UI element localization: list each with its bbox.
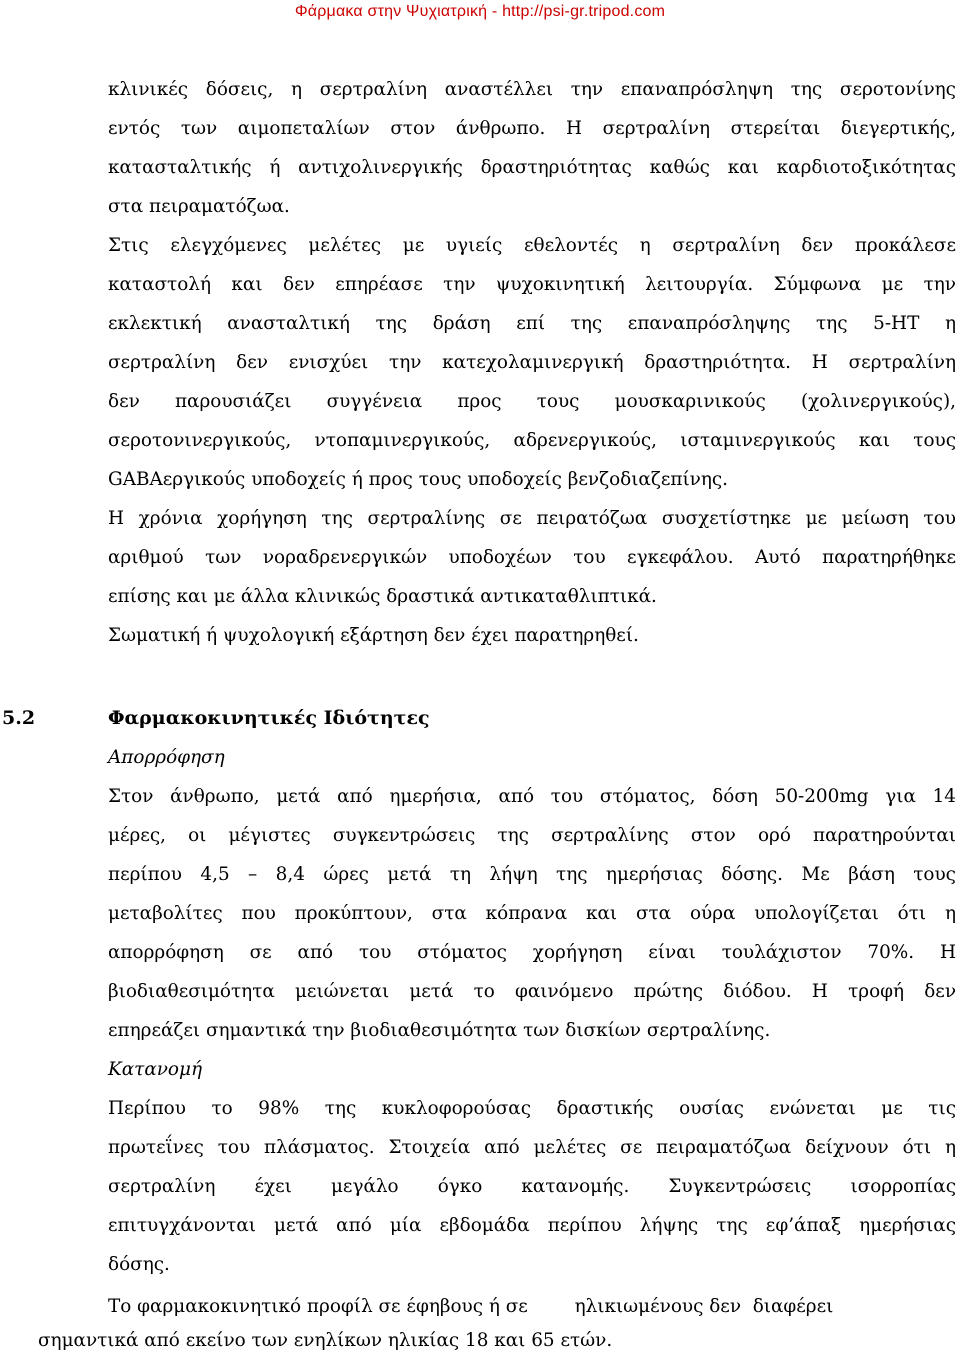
- text-line: Περίπου το 98% της κυκλοφορούσας δραστικής ουσίας ενώνεται με τις: [108, 1098, 956, 1119]
- text-line: επίσης και με άλλα κλινικώς δραστικά αντικαταθλιπτικά.: [108, 586, 657, 607]
- text-line: GABAεργικούς υποδοχείς ή προς τους υποδοχείς βενζοδιαζεπίνης.: [108, 469, 728, 490]
- text-line: αριθμού των νοραδρενεργικών υποδοχέων του εγκεφάλου. Αυτό παρατηρήθηκε: [108, 547, 956, 568]
- body-text-top: [108, 70, 956, 655]
- text-line: κλινικές δόσεις, η σερτραλίνη αναστέλλει την επαναπρόσληψη της σεροτονίνης: [108, 79, 956, 100]
- text-line: κατασταλτικής ή αντιχολινεργικής δραστηριότητας καθώς και καρδιοτοξικότητας: [108, 157, 956, 178]
- page-header: Φάρμακα στην Ψυχιατρική - http://psi-gr.tripod.com: [294, 3, 666, 20]
- text-line: εντός των αιμοπεταλίων στον άνθρωπο. Η σερτραλίνη στερείται διεγερτικής,: [108, 118, 956, 139]
- text-line: δεν παρουσιάζει συγγένεια προς τους μουσκαρινικούς (χολινεργικούς),: [108, 391, 956, 412]
- subheading-absorption: Απορρόφηση: [108, 747, 225, 768]
- text-line: μέρες, οι μέγιστες συγκεντρώσεις της σερτραλίνης στον ορό παρατηρούνται: [108, 825, 956, 846]
- text-line: περίπου 4,5 – 8,4 ώρες μετά τη λήψη της ημερήσιας δόσης. Με βάση τους: [108, 864, 956, 885]
- text-line: σερτραλίνη έχει μεγάλο όγκο κατανομής. Συγκεντρώσεις ισορροπίας: [108, 1176, 956, 1197]
- text-line: Στον άνθρωπο, μετά από ημερήσια, από του στόματος, δόση 50-200mg για 14: [108, 786, 956, 807]
- text-line: στα πειραματόζωα.: [108, 196, 290, 217]
- section-title: Φαρμακοκινητικές Ιδιότητες: [108, 707, 430, 729]
- text-line: εκλεκτική ανασταλτική της δράση επί της επαναπρόσληψης της 5-HT η: [108, 313, 956, 334]
- text-line-final: σημαντικά από εκείνο των ενηλίκων ηλικίας 18 και 65 ετών.: [38, 1330, 613, 1351]
- text-line: Το φαρμακοκινητικό προφίλ σε έφηβους ή σε ηλικιωμένους δεν διαφέρει: [108, 1296, 834, 1317]
- text-line: πρωτεΐνες του πλάσματος. Στοιχεία από μελέτες σε πειραματόζωα δείχνουν ότι η: [108, 1137, 956, 1158]
- text-line: επηρεάζει σημαντικά την βιοδιαθεσιμότητα των δισκίων σερτραλίνης.: [108, 1020, 771, 1041]
- text-line: Σωματική ή ψυχολογική εξάρτηση δεν έχει παρατηρηθεί.: [108, 625, 639, 646]
- text-line: σερτραλίνη δεν ενισχύει την κατεχολαμινεργική δραστηριότητα. Η σερτραλίνη: [108, 352, 956, 373]
- text-line: μεταβολίτες που προκύπτουν, στα κόπρανα και στα ούρα υπολογίζεται ότι η: [108, 903, 956, 924]
- text-line: επιτυγχάνονται μετά από μία εβδομάδα περίπου λήψης της εφ’άπαξ ημερήσιας: [108, 1215, 956, 1236]
- text-line: δόσης.: [108, 1254, 170, 1275]
- text-line: σεροτονινεργικούς, ντοπαμινεργικούς, αδρενεργικούς, ισταμινεργικούς και τους: [108, 430, 956, 451]
- section-number: 5.2: [2, 707, 36, 729]
- text-line: Στις ελεγχόμενες μελέτες με υγιείς εθελοντές η σερτραλίνη δεν προκάλεσε: [108, 235, 956, 256]
- subheading-distribution: Κατανομή: [108, 1059, 202, 1080]
- closing-paragraph: [108, 1287, 956, 1326]
- text-line: βιοδιαθεσιμότητα μειώνεται μετά το φαινόμενο πρώτης διόδου. Η τροφή δεν: [108, 981, 956, 1002]
- body-text-pharmacokinetics: [108, 738, 956, 1284]
- text-line: απορρόφηση σε από του στόματος χορήγηση είναι τουλάχιστον 70%. Η: [108, 942, 956, 963]
- text-line: καταστολή και δεν επηρέασε την ψυχοκινητική λειτουργία. Σύμφωνα με την: [108, 274, 956, 295]
- section-heading: [0, 699, 960, 738]
- text-line: Η χρόνια χορήγηση της σερτραλίνης σε πειρατόζωα συσχετίστηκε με μείωση του: [108, 508, 956, 529]
